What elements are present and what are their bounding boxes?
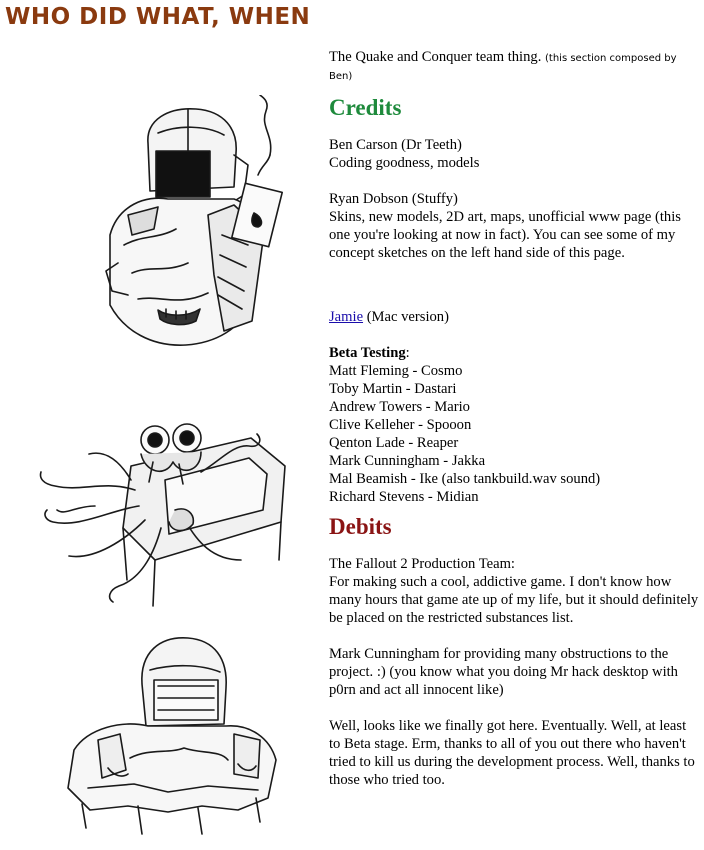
credit-entry bbox=[329, 190, 699, 262]
beta-testing-list bbox=[329, 344, 699, 506]
jamie-suffix: (Mac version) bbox=[363, 309, 449, 325]
beta-testing-label: Beta Testing bbox=[329, 345, 406, 361]
credits-heading: Credits bbox=[329, 95, 402, 120]
debit-fallout bbox=[329, 555, 699, 627]
credit-desc: Coding goodness, models bbox=[329, 155, 480, 171]
beta-tester: Clive Kelleher - Spooon bbox=[329, 417, 472, 433]
credit-name: Ryan Dobson (Stuffy) bbox=[329, 191, 458, 207]
jamie-link[interactable]: Jamie bbox=[329, 309, 364, 325]
beta-tester: Mal Beamish - Ike (also tankbuild.wav sound) bbox=[329, 471, 601, 487]
beta-tester: Toby Martin - Dastari bbox=[329, 381, 457, 397]
fallout-text: For making such a cool, addictive game. I don't know how many hours that game ate up of my life, but it should definitely be placed on the restricted substances list. bbox=[329, 574, 699, 626]
concept-sketch-tentacle-creature bbox=[35, 410, 300, 610]
page-title: WHO DID WHAT, WHEN bbox=[5, 4, 311, 30]
credit-desc: Skins, new models, 2D art, maps, unofficial www page (this one you're looking at now in fact). You can see some of my concept sketches on the left hand side of this page. bbox=[329, 209, 681, 261]
content-column bbox=[329, 48, 699, 789]
beta-testing-colon: : bbox=[405, 345, 410, 361]
intro-text: The Quake and Conquer team thing. bbox=[329, 49, 546, 65]
debit-mark: Mark Cunningham for providing many obstructions to the project. :) (you know what you doing Mr hack desktop with p0rn and act all innocent like) bbox=[329, 646, 678, 698]
credit-name: Ben Carson (Dr Teeth) bbox=[329, 137, 462, 153]
intro bbox=[329, 48, 699, 84]
debits-heading: Debits bbox=[329, 514, 392, 539]
closing-text: Well, looks like we finally got here. Eventually. Well, at least to Beta stage. Erm, thanks to all of you out there who haven't tried to kill us during the development process. Well, thanks to those who tried too. bbox=[329, 718, 695, 788]
jamie-entry bbox=[329, 308, 699, 326]
beta-tester: Andrew Towers - Mario bbox=[329, 399, 470, 415]
fallout-title: The Fallout 2 Production Team: bbox=[329, 556, 515, 572]
beta-tester: Richard Stevens - Midian bbox=[329, 489, 479, 505]
concept-sketch-helmet-robot bbox=[38, 95, 298, 360]
beta-tester: Matt Fleming - Cosmo bbox=[329, 363, 463, 379]
credit-entry bbox=[329, 136, 699, 172]
beta-tester: Qenton Lade - Reaper bbox=[329, 435, 459, 451]
intro-note: (this section composed by Ben) bbox=[329, 53, 677, 82]
beta-tester: Mark Cunningham - Jakka bbox=[329, 453, 486, 469]
concept-sketch-armored-figure bbox=[38, 628, 283, 843]
